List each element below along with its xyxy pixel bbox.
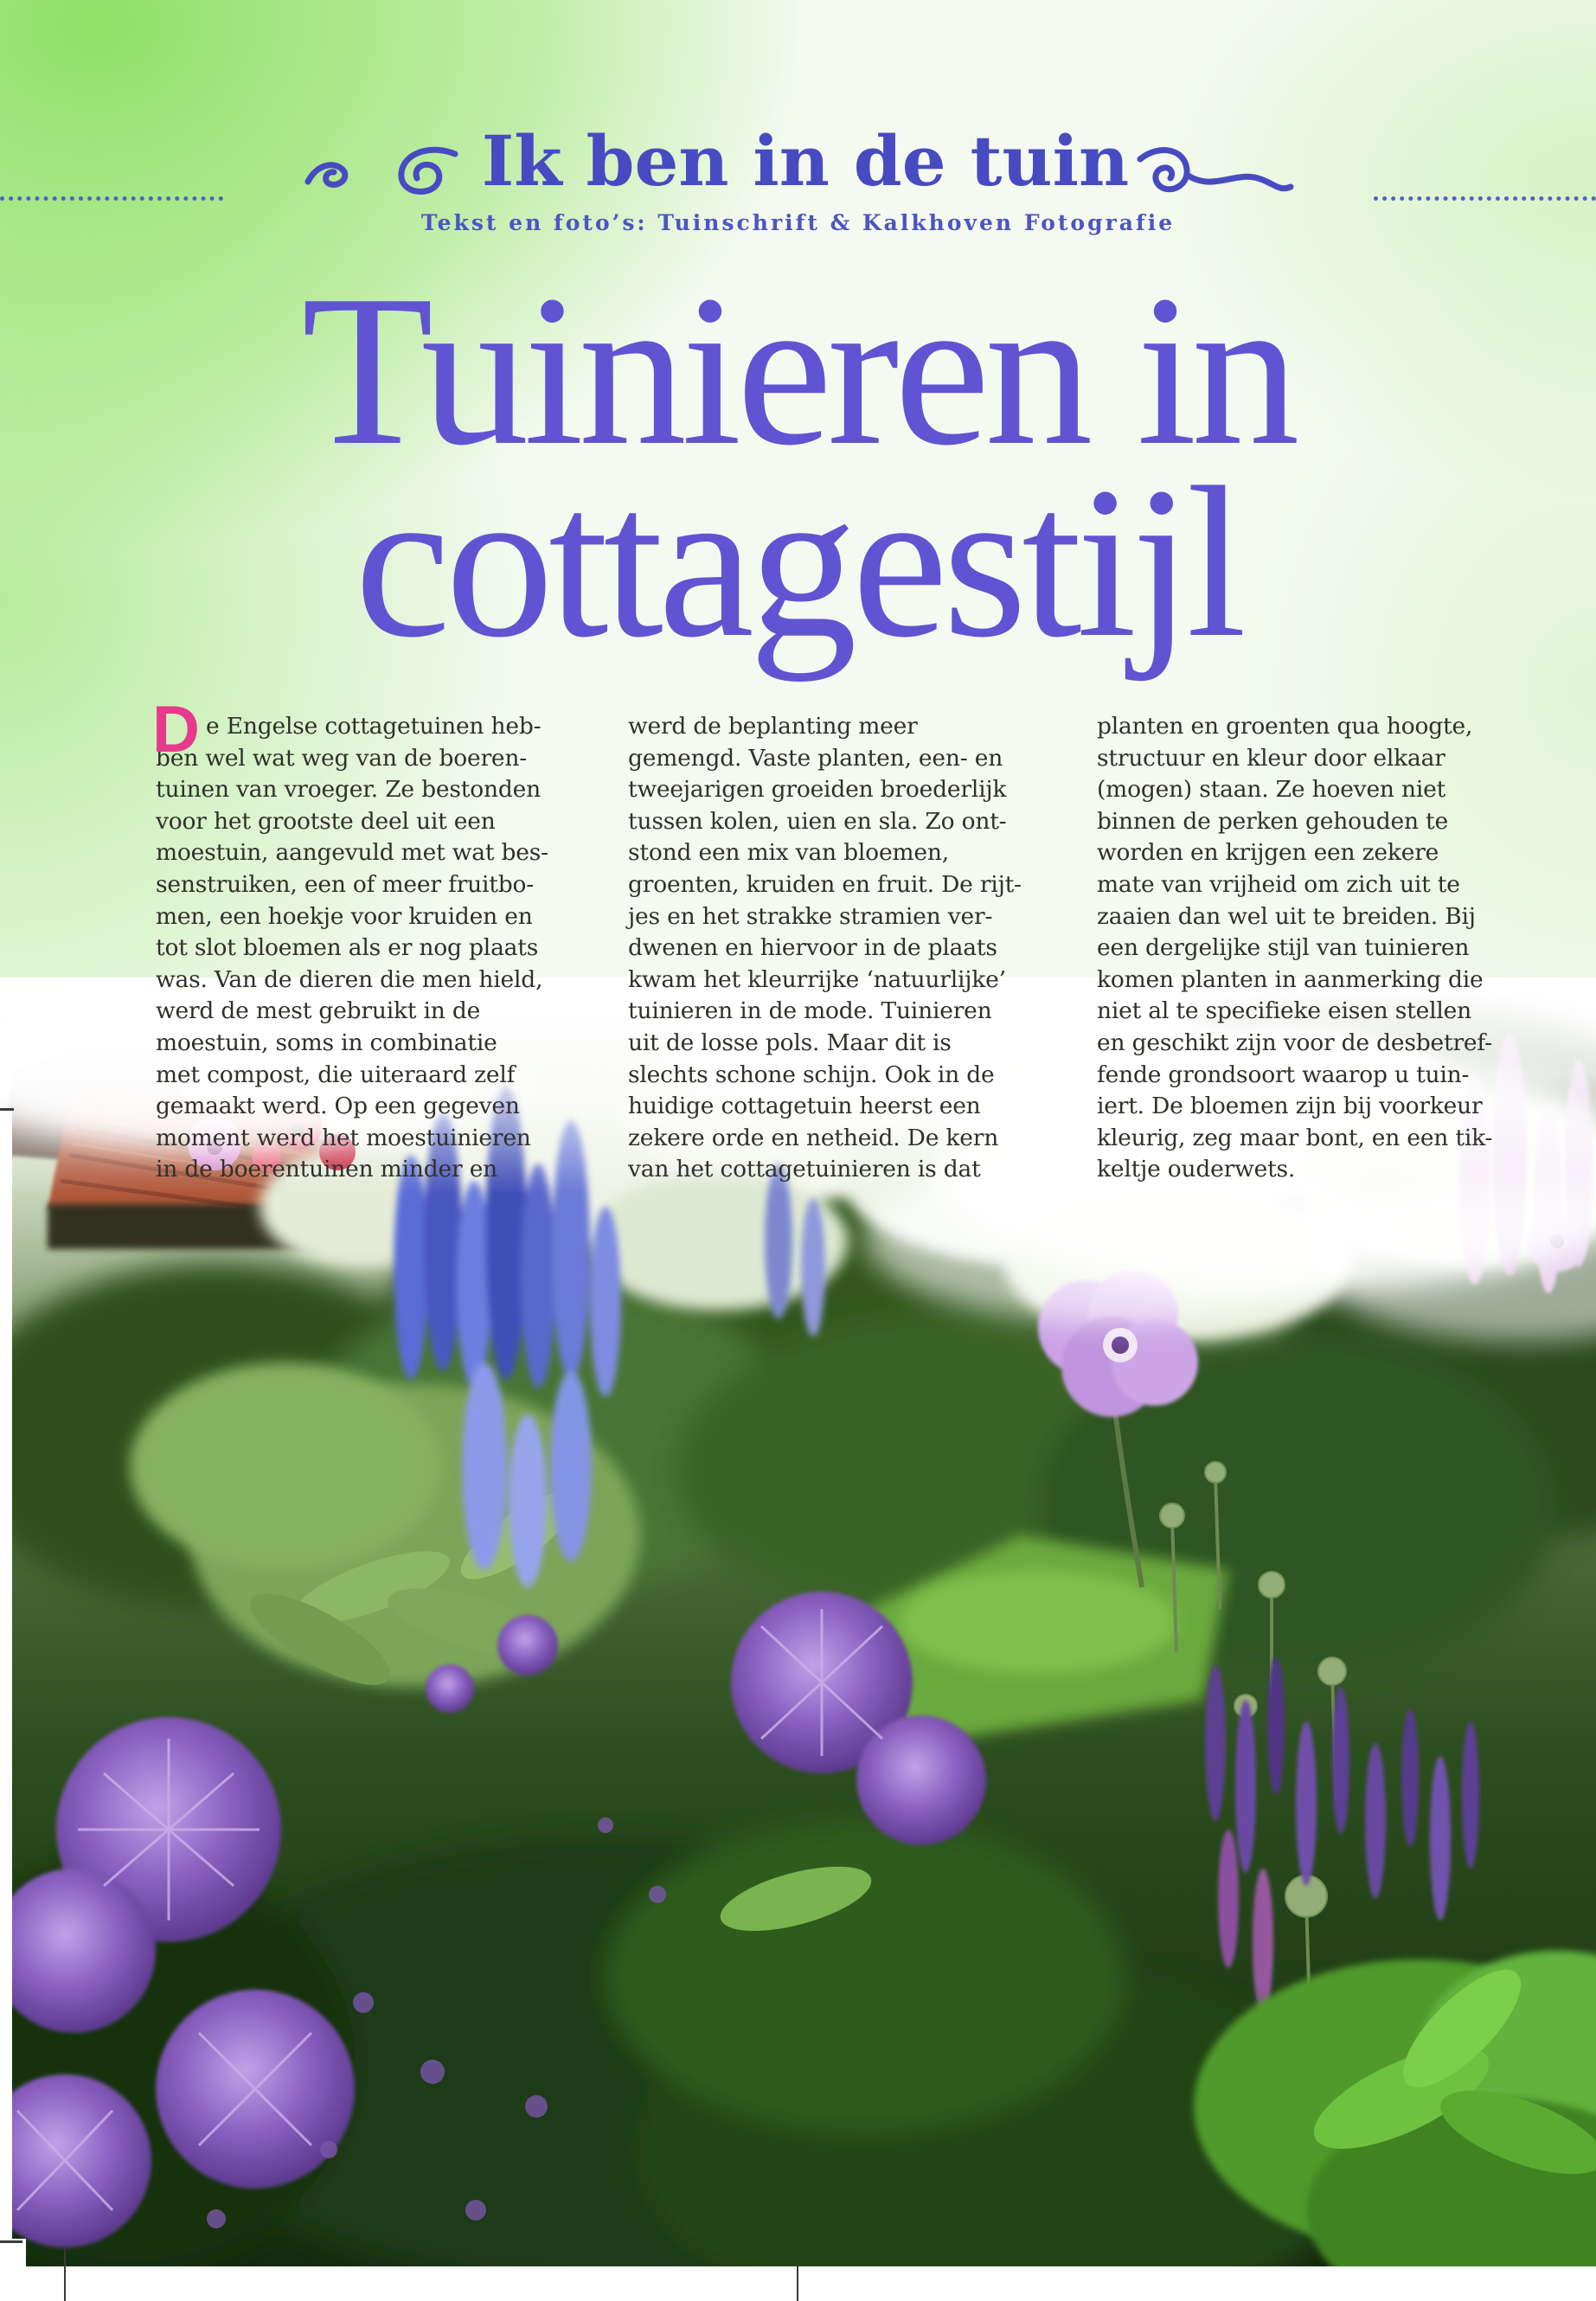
swirl-ornament-left-icon — [301, 137, 465, 206]
article-title-line1: Tuinieren in — [301, 251, 1295, 490]
text-line: tussen kolen, uien en sla. Zo ont- — [628, 807, 1007, 835]
text-line: was. Van de dieren die men hield, — [156, 965, 543, 993]
dotted-rule-left — [0, 196, 223, 201]
page-trim-corner — [0, 2239, 26, 2301]
text-line: moestuin, soms in combinatie — [156, 1029, 497, 1056]
text-line: groenten, kruiden en fruit. De rijt- — [628, 870, 1022, 898]
crop-mark-bottom-left-v — [64, 2247, 66, 2301]
swirl-ornament-right-icon — [1126, 137, 1334, 206]
text-line: moment werd het moestuinieren — [156, 1124, 531, 1151]
text-line: dwenen en hiervoor in de plaats — [628, 934, 997, 962]
text-line: niet al te specifieke eisen stellen — [1097, 997, 1472, 1025]
rubric-title: Ik ben in de tuin — [481, 120, 1130, 202]
crop-mark-bottom-center — [797, 2266, 798, 2301]
text-line: binnen de perken gehouden te — [1097, 807, 1448, 835]
byline-credit: Tekst en foto’s: Tuinschrift & Kalkhoven Fotografie — [420, 210, 1176, 235]
text-line: fende grondsoort waarop u tuin- — [1097, 1061, 1470, 1088]
text-line: iert. De bloemen zijn bij voorkeur — [1097, 1093, 1483, 1120]
text-line: kwam het kleurrijke ‘natuurlijke’ — [628, 965, 1006, 993]
article-column-3 — [1097, 711, 1522, 1186]
text-line: huidige cottagetuin heerst een — [628, 1093, 981, 1120]
text-line: planten en groenten qua hoogte, — [1097, 713, 1473, 740]
drop-cap: D — [152, 693, 200, 766]
article-title — [0, 251, 1596, 683]
crop-mark-left — [0, 1108, 14, 1111]
text-line: stond een mix van bloemen, — [628, 839, 949, 867]
text-line: tot slot bloemen als er nog plaats — [156, 934, 539, 962]
dotted-rule-right — [1374, 196, 1596, 201]
page-trim-margin-left — [0, 1110, 12, 2301]
text-line: structuur en kleur door elkaar — [1097, 744, 1445, 772]
text-line: en geschikt zijn voor de desbetref- — [1097, 1029, 1492, 1056]
text-line: gemengd. Vaste planten, een- en — [628, 744, 1003, 772]
text-line: uit de losse pols. Maar dit is — [628, 1029, 952, 1056]
text-line: slechts schone schijn. Ook in de — [628, 1061, 995, 1088]
text-line: mate van vrijheid om zich uit te — [1097, 870, 1460, 898]
text-line: van het cottagetuinieren is dat — [628, 1156, 981, 1183]
text-line: (mogen) staan. Ze hoeven niet — [1097, 776, 1446, 804]
text-line: men, een hoekje voor kruiden en — [156, 902, 533, 930]
text-line: e Engelse cottagetuinen heb- — [206, 713, 542, 740]
text-line: komen planten in aanmerking die — [1097, 965, 1484, 993]
article-column-1 — [156, 711, 569, 1186]
text-line: kleurig, zeg maar bont, en een tik- — [1097, 1124, 1493, 1151]
text-line: met compost, die uiteraard zelf — [156, 1061, 516, 1088]
crop-mark-bottom-left-h — [0, 2240, 22, 2243]
text-line: tuinen van vroeger. Ze bestonden — [156, 776, 541, 804]
text-line: zekere orde en netheid. De kern — [628, 1124, 999, 1151]
text-line: jes en het strakke stramien ver- — [628, 902, 993, 930]
text-line: worden en krijgen een zekere — [1097, 839, 1439, 867]
text-line: gemaakt werd. Op een gegeven — [156, 1093, 520, 1120]
text-line: in de boerentuinen minder en — [156, 1156, 498, 1183]
text-line: tweejarigen groeiden broederlijk — [628, 776, 1007, 804]
text-line: ben wel wat weg van de boeren- — [156, 744, 528, 772]
text-line: zaaien dan wel uit te breiden. Bij — [1097, 902, 1476, 930]
article-column-2 — [628, 711, 1048, 1186]
text-line: tuinieren in de mode. Tuinieren — [628, 997, 992, 1025]
text-line: een dergelijke stijl van tuinieren — [1097, 934, 1470, 962]
text-line: werd de mest gebruikt in de — [156, 997, 481, 1025]
text-line: moestuin, aangevuld met wat bes- — [156, 839, 548, 867]
text-line: werd de beplanting meer — [628, 713, 918, 740]
text-line: senstruiken, een of meer fruitbo- — [156, 870, 535, 898]
article-title-line2: cottagestijl — [355, 443, 1241, 683]
text-line: voor het grootste deel uit een — [156, 807, 496, 835]
text-line: keltje ouderwets. — [1097, 1156, 1296, 1183]
